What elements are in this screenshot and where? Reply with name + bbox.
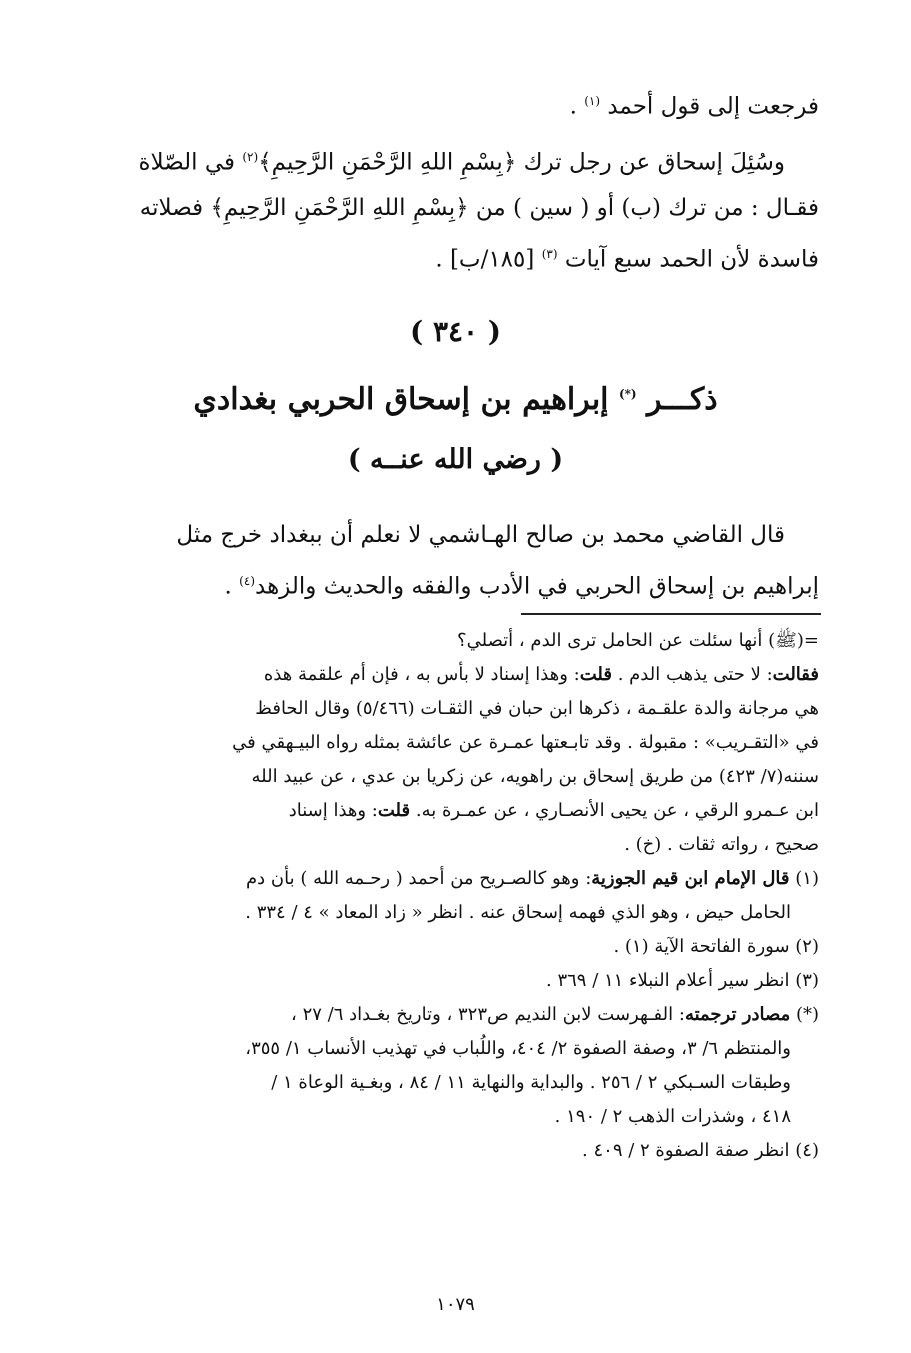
footnote-text: : وهو كالصـريح من أحمد ( رحـمه الله ) بأن دم [246,868,592,889]
footnotes-block [100,624,819,1168]
footnote-line: (٤) انظر صفة الصفوة ٢ / ٤٠٩ . [582,1140,819,1161]
footnote-text: : وهذا إسناد [288,800,378,821]
body-line-2 [100,558,819,610]
footnote-text: : لا حتى يذهب الدم . [617,664,773,685]
footnote-star [100,998,819,1134]
body-text-2a: إبراهيم بن إسحاق الحربي في الأدب والفقه والحديث والزهد [255,573,819,600]
footnote-line [100,862,819,896]
section-subtitle: ( رضي الله عنــه ) [347,444,564,475]
footnote-line: صحيح ، رواته ثقات . (خ) . [624,834,819,855]
footnote-ref: (٣) [541,247,558,262]
footnote-separator [521,613,821,615]
footnote-1 [100,862,819,930]
footnote-text: : وهذا إسناد لا بأس به ، فإن أم علقمة هذه [263,664,580,685]
footnote-continuation [100,624,819,862]
footnote-marker: (*) [795,1004,819,1025]
main-text-block [100,78,819,283]
footnote-bold-term: قال الإمام ابن قيم الجوزية [591,868,790,889]
footnote-line: سننه(٧/ ٤٢٣) من طريق إسحاق بن راهويه، عن زكريا بن عدي ، عن عبيد الله [251,766,819,787]
footnote-text: ابن عـمرو الرقي ، عن يحيى الأنصـاري ، عن عمـرة به. [415,800,819,821]
body-text-block [100,512,819,610]
footnote-ref: (٤) [239,574,255,588]
section-title [0,372,911,422]
section-title-prefix: ذكـــر [647,382,718,417]
footnote-ref: (٢) [242,149,259,164]
footnote-4 [100,1134,819,1168]
footnote-line: وطبقات السـبكي ٢ / ٢٥٦ . والبداية والنهاية ١١ / ٨٤ ، وبغـية الوعاة ١ / [271,1072,791,1093]
opening-paragraph [100,78,819,130]
question-line-3 [100,231,819,283]
footnote-line: (٣) انظر سير أعلام النبلاء ١١ / ٣٦٩ . [546,970,819,991]
opening-text: فرجعت إلى قول أحمد [607,93,819,120]
footnote-3 [100,964,819,998]
opening-end: . [569,93,585,120]
footnote-bold-term: قلت [579,664,612,685]
page-number: ١٠٧٩ [436,1294,475,1315]
footnote-ref: (*) [618,387,637,401]
footnote-ref: (١) [584,94,601,108]
footnote-bold-term: قلت [377,800,411,821]
opening-line [100,78,819,130]
section-number: ( ٣٤٠ ) [409,315,502,348]
footnote-line: في «التقـريب» : مقبولة . وقد تابـعتها عمـرة عن عائشة بمثله رواه البيـهقي في [232,732,819,753]
body-line-1: قال القاضي محمد بن صالح الهـاشمي لا نعلم أن ببغداد خرج مثل [176,522,785,548]
footnote-2 [100,930,819,964]
footnote-text: : الفـهرست لابن النديم ص٣٢٣ ، وتاريخ بغـداد ٦/ ٢٧ ، [291,1004,685,1025]
footnote-line: ٤١٨ ، وشذرات الذهب ٢ / ١٩٠ . [554,1106,791,1127]
body-text-2b: . [224,573,240,600]
question-paragraph [100,134,819,283]
body-paragraph [100,512,819,610]
footnote-line: والمنتظم ٦/ ٣، وصفة الصفوة ٢/ ٤٠٤، واللُباب في تهذيب الأنساب ١/ ٣٥٥، [245,1038,791,1059]
footnote-marker: (١) [795,868,819,889]
question-text-1b: في الصّلاة [138,149,243,176]
question-text-1a: وسُئِلَ إسحاق عن رجل ترك ﴿بِسْمِ اللهِ الرَّحْمَنِ الرَّحِيمِ﴾ [258,149,785,176]
footnote-line [100,658,819,692]
question-line-2: فقـال : من ترك (ب) أو ( سين ) من ﴿بِسْمِ اللهِ الرَّحْمَنِ الرَّحِيمِ﴾ فصلاته [139,195,819,222]
question-line-1 [100,134,819,186]
footnote-line: هي مرجانة والدة علقـمة ، ذكرها ابن حبان في الثقـات (٥/٤٦٦) وقال الحافظ [255,698,819,719]
footnote-line: (٢) سورة الفاتحة الآية (١) . [613,936,819,957]
question-text-3b: [١٨٥/ب] . [435,246,542,273]
footnote-line [100,794,819,828]
footnote-line [100,998,819,1032]
footnote-line: =(ﷺ) أنها سئلت عن الحامل ترى الدم ، أتصلي؟ [457,630,819,651]
section-title-name: إبراهيم بن إسحاق الحربي بغدادي [193,382,619,417]
footnote-line: الحامل حيض ، وهو الذي فهمه إسحاق عنه . انظر « زاد المعاد » ٤ / ٣٣٤ . [245,902,791,923]
question-text-3a: فاسدة لأن الحمد سبع آيات [564,246,819,273]
footnote-bold-term: فقالت [772,664,819,685]
footnote-bold-term: مصادر ترجمته [684,1004,791,1025]
